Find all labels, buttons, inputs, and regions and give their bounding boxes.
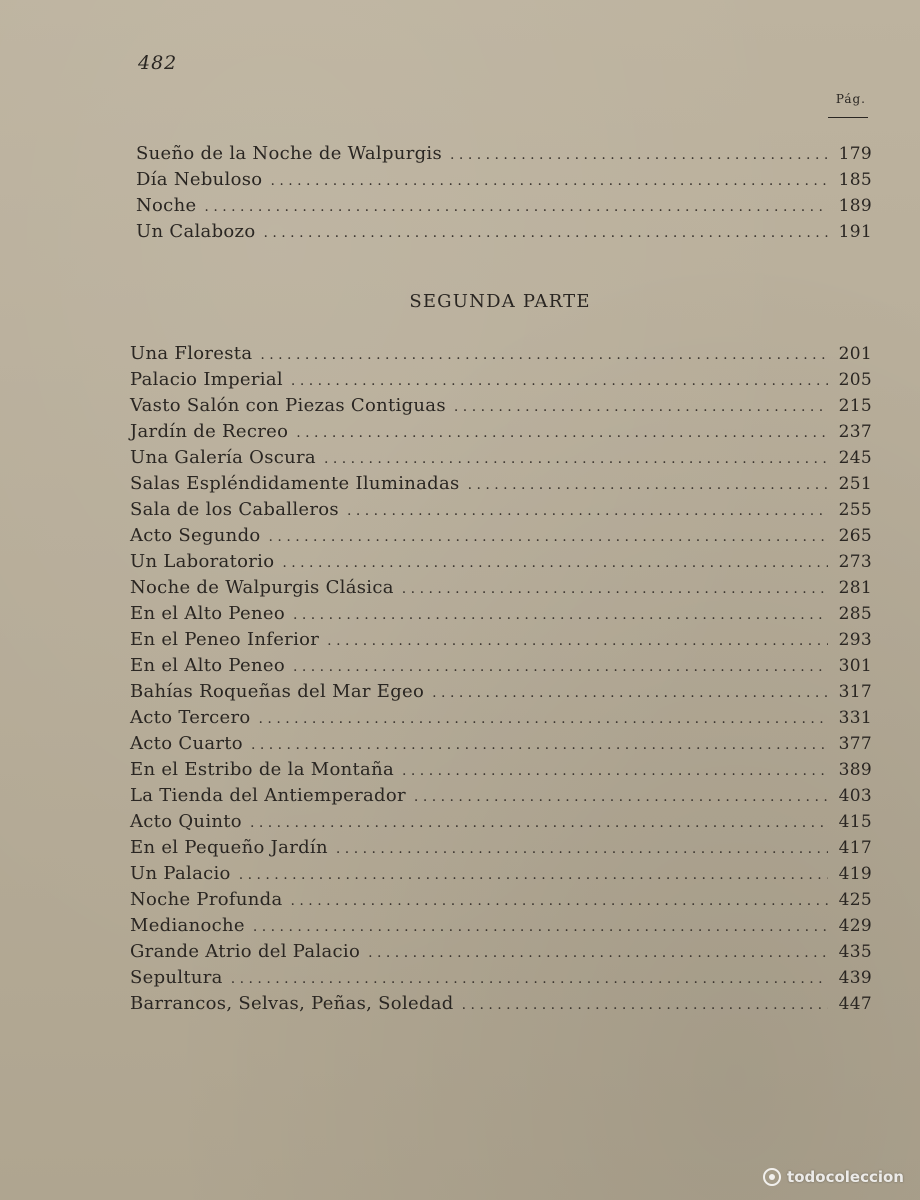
dot-leader <box>347 498 828 524</box>
dot-leader <box>468 472 828 498</box>
dot-leader <box>454 394 828 420</box>
toc-entry-page: 179 <box>838 144 872 164</box>
todocoleccion-logo-icon <box>763 1168 781 1186</box>
toc-entry <box>136 219 872 245</box>
dot-leader <box>402 758 828 784</box>
dot-leader <box>293 602 828 628</box>
watermark-text: todocoleccion <box>787 1168 904 1186</box>
dot-leader <box>282 550 828 576</box>
toc-entry-title: Salas Espléndidamente Iluminadas <box>130 473 460 494</box>
toc-entry-page: 301 <box>838 656 872 676</box>
toc-entry-title: En el Alto Peneo <box>130 655 285 676</box>
toc-entry <box>130 601 872 627</box>
toc-entry-title: En el Pequeño Jardín <box>130 837 328 858</box>
page-number: 482 <box>138 52 178 74</box>
toc-entry <box>130 887 872 913</box>
section-heading: SEGUNDA PARTE <box>409 291 591 312</box>
toc-entry <box>130 757 872 783</box>
dot-leader <box>204 194 828 220</box>
toc-entry <box>136 141 872 167</box>
toc-entry <box>130 861 872 887</box>
toc-entry <box>130 991 872 1017</box>
toc-entry <box>130 549 872 575</box>
toc-entry-title: Acto Tercero <box>130 707 251 728</box>
toc-entry <box>130 575 872 601</box>
toc-entry-title: Noche de Walpurgis Clásica <box>130 577 394 598</box>
toc-entry <box>130 679 872 705</box>
toc-entry-page: 255 <box>838 500 872 520</box>
toc-entry-title: Palacio Imperial <box>130 369 283 390</box>
dot-leader <box>402 576 828 602</box>
dot-leader <box>336 836 828 862</box>
toc-entry-page: 251 <box>838 474 872 494</box>
toc-entry-page: 317 <box>838 682 872 702</box>
toc-list-first-part <box>136 141 872 245</box>
dot-leader <box>250 810 828 836</box>
toc-entry-page: 377 <box>838 734 872 754</box>
toc-entry <box>130 627 872 653</box>
toc-entry-page: 435 <box>838 942 872 962</box>
dot-leader <box>260 342 828 368</box>
toc-entry-title: Sepultura <box>130 967 223 988</box>
toc-entry-title: Medianoche <box>130 915 245 936</box>
toc-entry-page: 403 <box>838 786 872 806</box>
toc-entry <box>130 419 872 445</box>
toc-entry-title: Grande Atrio del Palacio <box>130 941 361 962</box>
toc-entry-page: 201 <box>838 344 872 364</box>
toc-entry <box>130 731 872 757</box>
toc-entry-page: 293 <box>838 630 872 650</box>
toc-entry-title: Sala de los Caballeros <box>130 499 339 520</box>
toc-entry-title: Día Nebuloso <box>136 169 263 190</box>
dot-leader <box>231 966 828 992</box>
toc-entry <box>130 367 872 393</box>
toc-entry <box>130 965 872 991</box>
toc-entry-title: Una Galería Oscura <box>130 447 316 468</box>
toc-entry-page: 281 <box>838 578 872 598</box>
toc-entry-page: 429 <box>838 916 872 936</box>
toc-entry-page: 215 <box>838 396 872 416</box>
toc-entry-page: 191 <box>838 222 872 242</box>
page-column-rule <box>828 117 868 118</box>
toc-entry-page: 265 <box>838 526 872 546</box>
toc-entry-title: Acto Quinto <box>130 811 242 832</box>
toc-entry-page: 439 <box>838 968 872 988</box>
toc-entry-title: La Tienda del Antiemperador <box>130 785 406 806</box>
dot-leader <box>368 940 828 966</box>
toc-entry-title: En el Estribo de la Montaña <box>130 759 394 780</box>
dot-leader <box>270 168 828 194</box>
toc-entry-title: Noche <box>136 195 197 216</box>
toc-entry <box>130 341 872 367</box>
toc-entry-page: 447 <box>838 994 872 1014</box>
toc-entry <box>130 497 872 523</box>
dot-leader <box>291 888 829 914</box>
page-column-header: Pág. <box>835 92 866 106</box>
toc-entry-title: Jardín de Recreo <box>130 421 289 442</box>
toc-entry <box>130 835 872 861</box>
toc-entry-title: Un Laboratorio <box>130 551 275 572</box>
toc-entry <box>130 471 872 497</box>
toc-entry-title: Bahías Roqueñas del Mar Egeo <box>130 681 425 702</box>
toc-entry-page: 331 <box>838 708 872 728</box>
toc-entry-title: Noche Profunda <box>130 889 283 910</box>
toc-entry <box>136 193 872 219</box>
toc-entry <box>130 653 872 679</box>
toc-entry-page: 237 <box>838 422 872 442</box>
dot-leader <box>324 446 828 472</box>
toc-entry-page: 205 <box>838 370 872 390</box>
dot-leader <box>269 524 828 550</box>
dot-leader <box>296 420 828 446</box>
dot-leader <box>414 784 828 810</box>
toc-entry-title: Un Calabozo <box>136 221 256 242</box>
toc-entry-page: 285 <box>838 604 872 624</box>
toc-entry <box>130 809 872 835</box>
toc-entry <box>130 913 872 939</box>
dot-leader <box>450 142 828 168</box>
dot-leader <box>327 628 828 654</box>
toc-entry <box>130 939 872 965</box>
watermark <box>763 1168 904 1186</box>
toc-entry-title: Barrancos, Selvas, Peñas, Soledad <box>130 993 454 1014</box>
dot-leader <box>263 220 828 246</box>
dot-leader <box>239 862 828 888</box>
toc-entry <box>130 393 872 419</box>
toc-entry-title: Una Floresta <box>130 343 253 364</box>
dot-leader <box>251 732 828 758</box>
toc-entry <box>130 523 872 549</box>
toc-entry <box>136 167 872 193</box>
toc-entry-page: 245 <box>838 448 872 468</box>
dot-leader <box>291 368 828 394</box>
toc-entry <box>130 445 872 471</box>
toc-entry <box>130 783 872 809</box>
toc-entry <box>130 705 872 731</box>
toc-entry-page: 417 <box>838 838 872 858</box>
toc-entry-title: Un Palacio <box>130 863 231 884</box>
toc-entry-title: En el Peneo Inferior <box>130 629 320 650</box>
dot-leader <box>259 706 828 732</box>
dot-leader <box>462 992 828 1018</box>
toc-entry-page: 419 <box>838 864 872 884</box>
toc-entry-page: 425 <box>838 890 872 910</box>
toc-entry-page: 189 <box>838 196 872 216</box>
toc-entry-title: Vasto Salón con Piezas Contiguas <box>130 395 446 416</box>
toc-entry-page: 389 <box>838 760 872 780</box>
toc-list-second-part <box>130 341 872 1017</box>
toc-entry-title: Sueño de la Noche de Walpurgis <box>136 143 443 164</box>
dot-leader <box>432 680 828 706</box>
dot-leader <box>253 914 828 940</box>
toc-entry-title: En el Alto Peneo <box>130 603 285 624</box>
toc-entry-title: Acto Cuarto <box>130 733 243 754</box>
toc-entry-page: 415 <box>838 812 872 832</box>
toc-entry-title: Acto Segundo <box>130 525 261 546</box>
dot-leader <box>293 654 828 680</box>
toc-entry-page: 273 <box>838 552 872 572</box>
toc-entry-page: 185 <box>838 170 872 190</box>
